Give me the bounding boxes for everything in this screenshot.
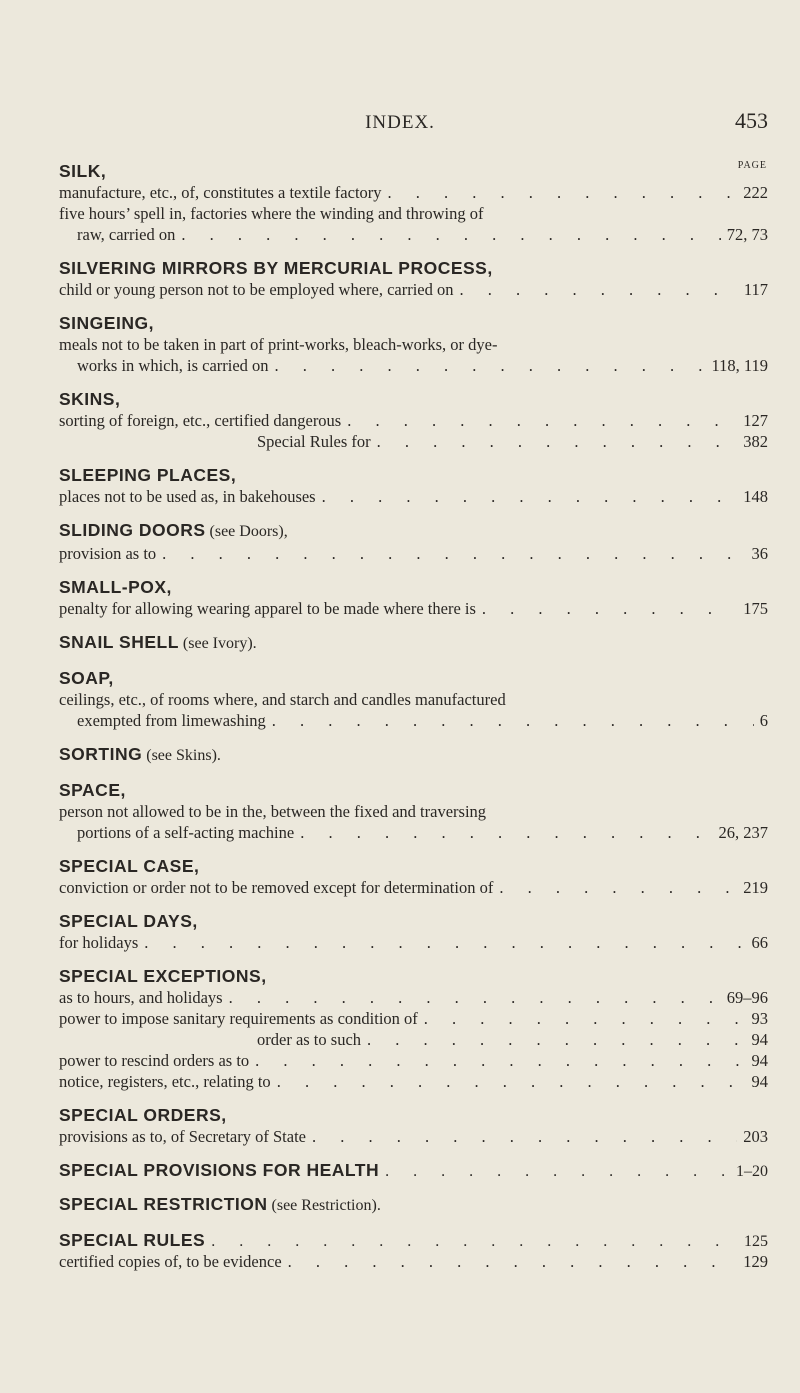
- page-reference: 118, 119: [711, 356, 768, 375]
- index-entry: [0, 464, 800, 507]
- entry-gap: [0, 300, 800, 312]
- entry-heading-row: [0, 519, 768, 543]
- dot-leader: [162, 543, 745, 564]
- entry-heading-text: SPECIAL EXCEPTIONS,: [59, 966, 267, 986]
- index-entry: [0, 1104, 800, 1147]
- page-reference: 125: [744, 1233, 768, 1250]
- entry-heading: [59, 631, 257, 655]
- cross-reference: (see Restriction).: [267, 1197, 381, 1214]
- subline-text: conviction or order not to be removed except for determination of: [59, 878, 494, 897]
- subline-text: ceilings, etc., of rooms where, and starch and candles manufactured: [59, 690, 506, 709]
- entry-heading: [59, 576, 172, 598]
- entry-subline: [59, 486, 768, 507]
- page-reference: 66: [751, 933, 768, 952]
- subline-text: meals not to be taken in part of print-works, bleach-works, or dye-: [59, 335, 498, 354]
- page-column-label: PAGE: [737, 160, 767, 171]
- entry-subline: [59, 598, 768, 619]
- entry-heading-row: [0, 312, 768, 334]
- index-entry: [0, 519, 800, 564]
- entry-gap: [0, 245, 800, 257]
- page-number: 453: [735, 108, 768, 133]
- index-entry: [0, 1159, 800, 1181]
- index-entry: [0, 312, 800, 376]
- entry-heading: [59, 910, 198, 932]
- index-entry: [0, 388, 800, 452]
- subline-text: child or young person not to be employed where, carried on: [59, 280, 454, 299]
- entry-heading: [59, 743, 221, 767]
- entry-heading-row: [0, 631, 768, 655]
- page-reference: 26, 237: [718, 823, 768, 842]
- entry-heading-text: SILVERING MIRRORS BY MERCURIAL PROCESS,: [59, 258, 493, 278]
- cross-reference: (see Doors),: [205, 523, 288, 540]
- entry-heading-text: SPECIAL DAYS,: [59, 911, 198, 931]
- entry-subline: [59, 801, 768, 822]
- entry-subline: [59, 543, 768, 564]
- entry-heading: [59, 1229, 205, 1251]
- entry-heading-row: [0, 1104, 768, 1126]
- entry-gap: [0, 767, 800, 779]
- entry-heading: [59, 779, 126, 801]
- subline-text: provision as to: [59, 544, 157, 563]
- entry-subline: [59, 203, 768, 224]
- running-head: [0, 108, 800, 138]
- entry-heading: [59, 519, 288, 543]
- entry-heading-text: SLEEPING PLACES,: [59, 465, 237, 485]
- entry-heading-text: SPECIAL RESTRICTION: [59, 1194, 268, 1214]
- entry-gap: [0, 507, 800, 519]
- page-reference: 203: [743, 1127, 768, 1146]
- dot-leader: [255, 1050, 745, 1071]
- entry-heading-row: [0, 965, 768, 987]
- cross-reference: (see Ivory).: [178, 635, 257, 652]
- index-entry: [0, 257, 800, 300]
- entry-gap: [0, 1092, 800, 1104]
- dot-leader: [424, 1008, 746, 1029]
- entry-heading: [59, 965, 267, 987]
- entry-heading: [59, 160, 106, 182]
- dot-leader: [211, 1233, 738, 1251]
- subline-text: provisions as to, of Secretary of State: [59, 1127, 306, 1146]
- entry-subline: [59, 334, 768, 355]
- entry-heading: [59, 1159, 379, 1181]
- entry-subline: [59, 987, 768, 1008]
- entry-heading-text: SOAP,: [59, 668, 114, 688]
- subline-text: Special Rules for: [257, 432, 371, 451]
- index-entry: [0, 855, 800, 898]
- index-entry: [0, 576, 800, 619]
- page-reference: 72, 73: [726, 225, 768, 244]
- subline-text: exempted from limewashing: [77, 711, 266, 730]
- page-reference: 127: [743, 411, 768, 430]
- dot-leader: [275, 355, 706, 376]
- index-entries: [0, 160, 800, 1284]
- entry-subline: [59, 1251, 768, 1272]
- dot-leader: [367, 1029, 745, 1050]
- entry-gap: [0, 1181, 800, 1193]
- entry-subline: [59, 1126, 768, 1147]
- subline-text: places not to be used as, in bakehouses: [59, 487, 316, 506]
- entry-subline: [59, 1050, 768, 1071]
- dot-leader: [288, 1251, 738, 1272]
- dot-leader: [272, 710, 754, 731]
- subline-text: manufacture, etc., of, constitutes a textile factory: [59, 183, 382, 202]
- page-reference: 94: [751, 1030, 768, 1049]
- subline-text: works in which, is carried on: [77, 356, 269, 375]
- entry-heading-row: [0, 388, 768, 410]
- subline-text: penalty for allowing wearing apparel to be made where there is: [59, 599, 476, 618]
- subline-text: notice, registers, etc., relating to: [59, 1072, 271, 1091]
- entry-heading-row: [0, 1229, 768, 1251]
- page-reference: 219: [743, 878, 768, 897]
- entry-subline: [59, 279, 768, 300]
- entry-heading: [59, 464, 236, 486]
- dot-leader: [388, 182, 738, 203]
- entry-heading-row: [0, 743, 768, 767]
- entry-heading-text: SMALL-POX,: [59, 577, 172, 597]
- entry-heading-row: [0, 576, 768, 598]
- entry-heading-row: [0, 910, 768, 932]
- entry-subline: [77, 822, 768, 843]
- page-reference: 117: [743, 280, 768, 299]
- index-entry: [0, 779, 800, 843]
- page-reference: 382: [743, 432, 768, 451]
- index-entry: [0, 631, 800, 655]
- entry-heading-text: SPECIAL ORDERS,: [59, 1105, 227, 1125]
- dot-leader: [499, 877, 737, 898]
- entry-heading-row: [0, 855, 768, 877]
- entry-heading: [59, 388, 120, 410]
- index-entry: [0, 1229, 800, 1272]
- dot-leader: [482, 598, 737, 619]
- entry-heading-row: [0, 160, 768, 182]
- entry-gap: [0, 898, 800, 910]
- entry-subline: [77, 224, 768, 245]
- page-reference: 175: [743, 599, 768, 618]
- entry-gap: [0, 1272, 800, 1284]
- dot-leader: [385, 1163, 730, 1181]
- subline-text: for holidays: [59, 933, 139, 952]
- index-entry: [0, 965, 800, 1092]
- entry-subline: [59, 1008, 768, 1029]
- entry-heading: [59, 855, 199, 877]
- entry-gap: [0, 953, 800, 965]
- dot-leader: [377, 431, 738, 452]
- index-entry: [0, 743, 800, 767]
- dot-leader: [277, 1071, 746, 1092]
- running-title: INDEX.: [365, 112, 435, 133]
- page-reference: 93: [751, 1009, 768, 1028]
- entry-heading: [59, 257, 493, 279]
- subline-text: certified copies of, to be evidence: [59, 1252, 282, 1271]
- entry-gap: [0, 619, 800, 631]
- page-reference: 1–20: [736, 1163, 768, 1180]
- subline-text: raw, carried on: [77, 225, 176, 244]
- page-reference: 94: [751, 1051, 768, 1070]
- page-reference: 222: [743, 183, 768, 202]
- entry-gap: [0, 655, 800, 667]
- dot-leader: [300, 822, 712, 843]
- entry-heading-row: [0, 464, 768, 486]
- entry-heading-text: SILK,: [59, 161, 107, 181]
- page-reference: 6: [759, 711, 768, 730]
- entry-heading: [59, 667, 114, 689]
- page-reference: 94: [751, 1072, 768, 1091]
- dot-leader: [322, 486, 738, 507]
- subline-text: power to rescind orders as to: [59, 1051, 250, 1070]
- entry-heading: [59, 1104, 227, 1126]
- entry-gap: [0, 1217, 800, 1229]
- entry-heading-row: [0, 779, 768, 801]
- entry-heading-text: SNAIL SHELL: [59, 632, 179, 652]
- dot-leader: [460, 279, 738, 300]
- entry-heading-row: [0, 257, 768, 279]
- entry-heading-text: SLIDING DOORS: [59, 520, 206, 540]
- dot-leader: [347, 410, 737, 431]
- subline-text: sorting of foreign, etc., certified dangerous: [59, 411, 342, 430]
- entry-gap: [0, 731, 800, 743]
- entry-heading-text: SPECIAL CASE,: [59, 856, 200, 876]
- page-reference: 129: [743, 1252, 768, 1271]
- entry-subline: [257, 431, 768, 452]
- page-reference: 69–96: [726, 988, 768, 1007]
- entry-heading-text: SINGEING,: [59, 313, 154, 333]
- entry-subline: [59, 1071, 768, 1092]
- entry-subline: [59, 689, 768, 710]
- entry-gap: [0, 452, 800, 464]
- entry-gap: [0, 564, 800, 576]
- entry-gap: [0, 843, 800, 855]
- dot-leader: [181, 224, 720, 245]
- subline-text: portions of a self-acting machine: [77, 823, 295, 842]
- index-entry: [0, 1193, 800, 1217]
- page-reference: 36: [751, 544, 768, 563]
- entry-subline: [59, 932, 768, 953]
- dot-leader: [229, 987, 721, 1008]
- entry-subline: [257, 1029, 768, 1050]
- entry-heading-text: SPECIAL RULES: [59, 1230, 206, 1250]
- page-reference: 148: [743, 487, 768, 506]
- entry-gap: [0, 376, 800, 388]
- entry-heading: [59, 1193, 381, 1217]
- dot-leader: [144, 932, 745, 953]
- subline-text: as to hours, and holidays: [59, 988, 223, 1007]
- entry-subline: [59, 410, 768, 431]
- entry-subline: [59, 182, 768, 203]
- entry-heading-text: SPACE,: [59, 780, 126, 800]
- entry-heading-text: SORTING: [59, 744, 143, 764]
- entry-subline: [77, 710, 768, 731]
- entry-subline: [77, 355, 768, 376]
- subline-text: order as to such: [257, 1030, 362, 1049]
- subline-text: five hours’ spell in, factories where the winding and throwing of: [59, 204, 484, 223]
- subline-text: person not allowed to be in the, between the fixed and traversing: [59, 802, 487, 821]
- index-entry: [0, 160, 800, 245]
- entry-heading-text: SKINS,: [59, 389, 121, 409]
- subline-text: power to impose sanitary requirements as condition of: [59, 1009, 418, 1028]
- index-entry: [0, 910, 800, 953]
- entry-subline: [59, 877, 768, 898]
- cross-reference: (see Skins).: [142, 747, 221, 764]
- entry-gap: [0, 1147, 800, 1159]
- entry-heading-row: [0, 1159, 768, 1181]
- entry-heading-row: [0, 1193, 768, 1217]
- entry-heading: [59, 312, 154, 334]
- entry-heading-row: [0, 667, 768, 689]
- index-entry: [0, 667, 800, 731]
- dot-leader: [312, 1126, 737, 1147]
- entry-heading-text: SPECIAL PROVISIONS FOR HEALTH: [59, 1160, 380, 1180]
